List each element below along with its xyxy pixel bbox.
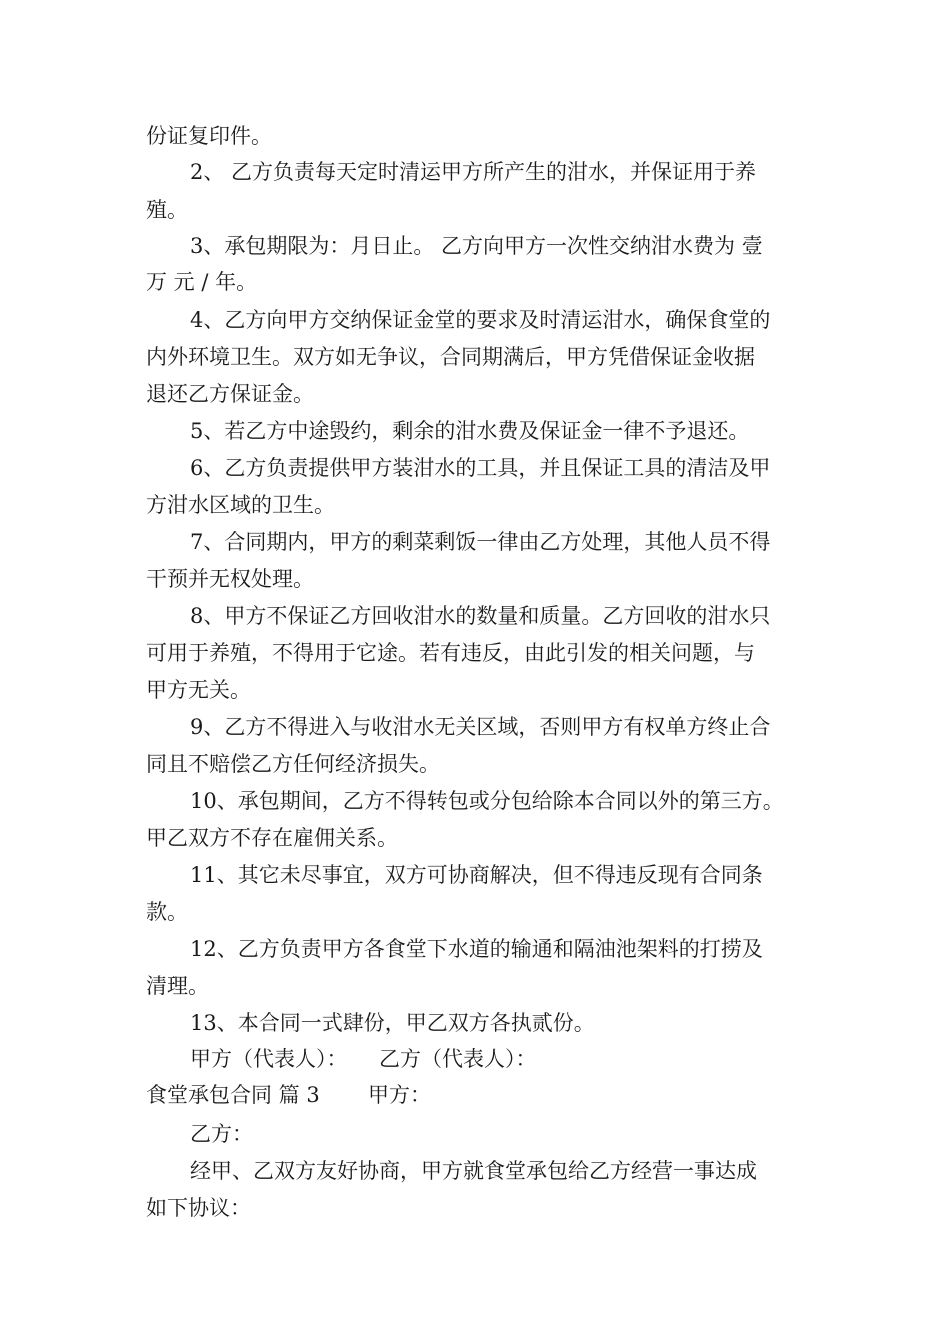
section-3-intro-line-1: 经甲、乙双方友好协商，甲方就食堂承包给乙方经营一事达成 [190,1159,757,1183]
clause-4-line-2: 内外环境卫生。双方如无争议，合同期满后，甲方凭借保证金收据 [146,345,755,369]
clause-6-line-2: 方泔水区域的卫生。 [146,493,335,517]
section-3-intro-line-2: 如下协议： [146,1196,251,1220]
clause-6-line-1: 6、乙方负责提供甲方装泔水的工具，并且保证工具的清洁及甲 [190,456,771,480]
clause-9-line-1: 9、乙方不得进入与收泔水无关区域，否则甲方有权单方终止合 [190,715,771,739]
clause-11-line-2: 款。 [146,900,188,924]
signature-party-a: 甲方（代表人）： [190,1047,348,1071]
clause-8-line-2: 可用于养殖，不得用于它途。若有违反，由此引发的相关问题，与 [146,641,755,665]
signature-party-b: 乙方（代表人）： [379,1047,537,1071]
clause-7-line-1: 7、合同期内，甲方的剩菜剩饭一律由乙方处理，其他人员不得 [190,530,771,554]
clause-11-line-1: 11、其它未尽事宜，双方可协商解决，但不得违反现有合同条 [190,863,763,887]
clause-3-line-1: 3、承包期限为：月日止。 乙方向甲方一次性交纳泔水费为 壹 [190,234,763,258]
clause-4-line-3: 退还乙方保证金。 [146,382,314,406]
section-3-party-a: 甲方： [368,1083,431,1107]
clause-3-line-2: 万 元 / 年。 [146,270,258,294]
clause-13-line-1: 13、本合同一式肆份，甲乙双方各执贰份。 [190,1011,595,1035]
section-3-heading-line [146,1081,431,1109]
clause-4-line-1: 4、乙方向甲方交纳保证金堂的要求及时清运泔水，确保食堂的 [190,308,771,332]
clause-5-line-1: 5、若乙方中途毁约，剩余的泔水费及保证金一律不予退还。 [190,419,750,443]
clause-10-line-2: 甲乙双方不存在雇佣关系。 [146,826,398,850]
clause-12-line-2: 清理。 [146,974,209,998]
clause-9-line-2: 同且不赔偿乙方任何经济损失。 [146,752,440,776]
clause-12-line-1: 12、乙方负责甲方各食堂下水道的输通和隔油池架料的打捞及 [190,937,763,961]
section-3-title: 食堂承包合同 篇 3 [146,1083,320,1107]
clause-2-line-2: 殖。 [146,198,188,222]
signature-line [190,1045,537,1073]
section-3-party-b: 乙方： [190,1122,253,1146]
clause-10-line-1: 10、承包期间，乙方不得转包或分包给除本合同以外的第三方。 [190,789,784,813]
text-line: 份证复印件。 [146,124,272,148]
clause-7-line-2: 干预并无权处理。 [146,567,314,591]
clause-8-line-1: 8、甲方不保证乙方回收泔水的数量和质量。乙方回收的泔水只 [190,604,771,628]
clause-2-line-1: 2、 乙方负责每天定时清运甲方所产生的泔水，并保证用于养 [190,160,757,184]
clause-8-line-3: 甲方无关。 [146,678,251,702]
